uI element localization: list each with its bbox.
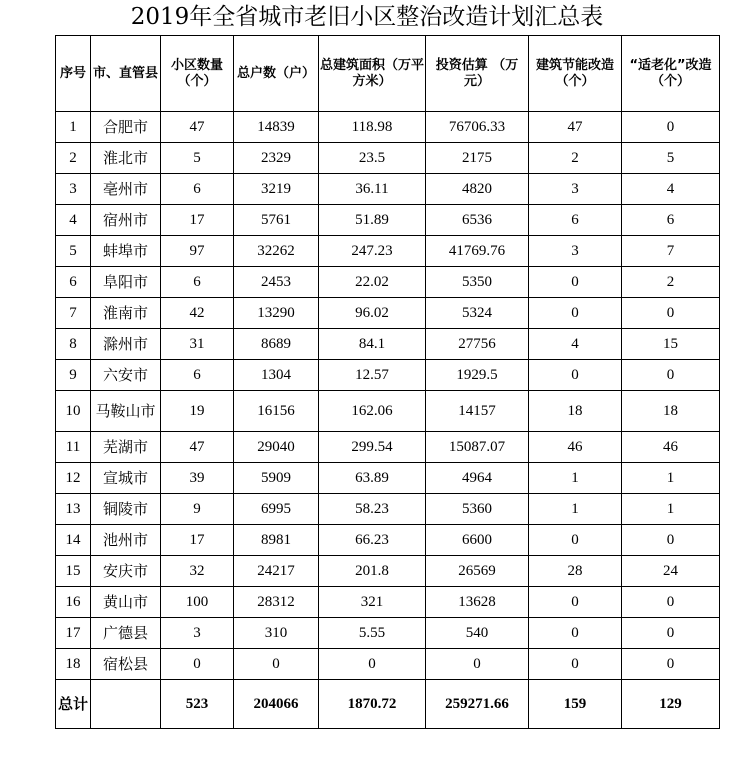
- cell-invest: 41769.76: [426, 236, 529, 267]
- cell-energy: 0: [529, 587, 622, 618]
- header-aging: “适老化”改造（个）: [622, 36, 720, 112]
- cell-energy: 6: [529, 205, 622, 236]
- cell-energy: 46: [529, 432, 622, 463]
- cell-aging: 4: [622, 174, 720, 205]
- cell-energy: 47: [529, 112, 622, 143]
- total-aging: 129: [622, 680, 720, 729]
- cell-invest: 4820: [426, 174, 529, 205]
- cell-no: 13: [56, 494, 91, 525]
- header-row: [56, 36, 720, 112]
- cell-energy: 1: [529, 463, 622, 494]
- total-city: [91, 680, 161, 729]
- cell-aging: 5: [622, 143, 720, 174]
- table-row: [56, 494, 720, 525]
- table-row: [56, 236, 720, 267]
- cell-aging: 15: [622, 329, 720, 360]
- cell-count: 31: [161, 329, 234, 360]
- cell-count: 42: [161, 298, 234, 329]
- cell-aging: 0: [622, 587, 720, 618]
- cell-no: 14: [56, 525, 91, 556]
- cell-no: 8: [56, 329, 91, 360]
- cell-households: 2329: [234, 143, 319, 174]
- cell-households: 29040: [234, 432, 319, 463]
- cell-energy: 1: [529, 494, 622, 525]
- cell-city: 蚌埠市: [91, 236, 161, 267]
- cell-city: 铜陵市: [91, 494, 161, 525]
- cell-no: 3: [56, 174, 91, 205]
- cell-area: 22.02: [319, 267, 426, 298]
- cell-count: 5: [161, 143, 234, 174]
- cell-area: 247.23: [319, 236, 426, 267]
- cell-energy: 0: [529, 525, 622, 556]
- cell-households: 5909: [234, 463, 319, 494]
- cell-energy: 0: [529, 360, 622, 391]
- cell-households: 32262: [234, 236, 319, 267]
- table-row: [56, 329, 720, 360]
- cell-city: 宿州市: [91, 205, 161, 236]
- cell-area: 299.54: [319, 432, 426, 463]
- cell-invest: 15087.07: [426, 432, 529, 463]
- cell-city: 马鞍山市: [91, 391, 161, 432]
- cell-no: 2: [56, 143, 91, 174]
- cell-energy: 2: [529, 143, 622, 174]
- cell-aging: 0: [622, 360, 720, 391]
- cell-area: 84.1: [319, 329, 426, 360]
- cell-aging: 46: [622, 432, 720, 463]
- cell-area: 321: [319, 587, 426, 618]
- cell-no: 1: [56, 112, 91, 143]
- total-area: 1870.72: [319, 680, 426, 729]
- cell-city: 宣城市: [91, 463, 161, 494]
- cell-energy: 28: [529, 556, 622, 587]
- total-label: 总计: [56, 680, 91, 729]
- cell-households: 28312: [234, 587, 319, 618]
- cell-area: 51.89: [319, 205, 426, 236]
- cell-count: 19: [161, 391, 234, 432]
- cell-count: 32: [161, 556, 234, 587]
- cell-count: 6: [161, 360, 234, 391]
- total-invest: 259271.66: [426, 680, 529, 729]
- table-row: [56, 205, 720, 236]
- cell-invest: 5350: [426, 267, 529, 298]
- cell-aging: 0: [622, 112, 720, 143]
- cell-aging: 2: [622, 267, 720, 298]
- cell-households: 2453: [234, 267, 319, 298]
- cell-aging: 0: [622, 525, 720, 556]
- cell-area: 5.55: [319, 618, 426, 649]
- cell-aging: 18: [622, 391, 720, 432]
- cell-area: 96.02: [319, 298, 426, 329]
- cell-households: 24217: [234, 556, 319, 587]
- cell-invest: 26569: [426, 556, 529, 587]
- cell-city: 六安市: [91, 360, 161, 391]
- header-city: 市、直管县: [91, 36, 161, 112]
- cell-invest: 76706.33: [426, 112, 529, 143]
- cell-count: 6: [161, 267, 234, 298]
- cell-count: 17: [161, 525, 234, 556]
- cell-count: 47: [161, 112, 234, 143]
- cell-no: 7: [56, 298, 91, 329]
- cell-energy: 4: [529, 329, 622, 360]
- cell-area: 63.89: [319, 463, 426, 494]
- cell-households: 8689: [234, 329, 319, 360]
- cell-invest: 2175: [426, 143, 529, 174]
- table-row: [56, 174, 720, 205]
- cell-no: 10: [56, 391, 91, 432]
- table-row: [56, 143, 720, 174]
- cell-no: 9: [56, 360, 91, 391]
- cell-households: 310: [234, 618, 319, 649]
- cell-count: 17: [161, 205, 234, 236]
- cell-aging: 1: [622, 494, 720, 525]
- cell-area: 36.11: [319, 174, 426, 205]
- cell-households: 13290: [234, 298, 319, 329]
- cell-area: 12.57: [319, 360, 426, 391]
- cell-invest: 13628: [426, 587, 529, 618]
- cell-city: 广德县: [91, 618, 161, 649]
- cell-count: 39: [161, 463, 234, 494]
- summary-table: [55, 35, 720, 729]
- cell-no: 12: [56, 463, 91, 494]
- cell-households: 8981: [234, 525, 319, 556]
- table-row: [56, 298, 720, 329]
- cell-energy: 0: [529, 267, 622, 298]
- cell-invest: 6600: [426, 525, 529, 556]
- cell-count: 100: [161, 587, 234, 618]
- cell-households: 6995: [234, 494, 319, 525]
- cell-city: 宿松县: [91, 649, 161, 680]
- cell-invest: 5324: [426, 298, 529, 329]
- cell-aging: 6: [622, 205, 720, 236]
- header-area: 总建筑面积（万平方米）: [319, 36, 426, 112]
- cell-no: 18: [56, 649, 91, 680]
- cell-city: 芜湖市: [91, 432, 161, 463]
- page-title: 2019年全省城市老旧小区整治改造计划汇总表: [130, 4, 604, 30]
- cell-no: 4: [56, 205, 91, 236]
- cell-households: 3219: [234, 174, 319, 205]
- cell-households: 5761: [234, 205, 319, 236]
- cell-area: 162.06: [319, 391, 426, 432]
- table-row: [56, 649, 720, 680]
- cell-city: 合肥市: [91, 112, 161, 143]
- cell-invest: 5360: [426, 494, 529, 525]
- table-row: [56, 432, 720, 463]
- cell-city: 淮南市: [91, 298, 161, 329]
- cell-city: 池州市: [91, 525, 161, 556]
- cell-no: 17: [56, 618, 91, 649]
- table-row: [56, 112, 720, 143]
- total-count: 523: [161, 680, 234, 729]
- cell-no: 6: [56, 267, 91, 298]
- cell-invest: 4964: [426, 463, 529, 494]
- cell-aging: 0: [622, 618, 720, 649]
- cell-no: 15: [56, 556, 91, 587]
- table-row: [56, 618, 720, 649]
- cell-city: 黄山市: [91, 587, 161, 618]
- cell-no: 11: [56, 432, 91, 463]
- table-row: [56, 391, 720, 432]
- cell-energy: 3: [529, 174, 622, 205]
- total-energy: 159: [529, 680, 622, 729]
- cell-aging: 7: [622, 236, 720, 267]
- header-count: 小区数量（个）: [161, 36, 234, 112]
- cell-households: 1304: [234, 360, 319, 391]
- cell-no: 5: [56, 236, 91, 267]
- cell-count: 6: [161, 174, 234, 205]
- cell-energy: 0: [529, 649, 622, 680]
- cell-aging: 1: [622, 463, 720, 494]
- cell-invest: 1929.5: [426, 360, 529, 391]
- header-energy: 建筑节能改造（个）: [529, 36, 622, 112]
- cell-households: 0: [234, 649, 319, 680]
- table-row: [56, 360, 720, 391]
- cell-city: 安庆市: [91, 556, 161, 587]
- cell-city: 亳州市: [91, 174, 161, 205]
- cell-count: 3: [161, 618, 234, 649]
- cell-area: 66.23: [319, 525, 426, 556]
- cell-invest: 540: [426, 618, 529, 649]
- cell-area: 0: [319, 649, 426, 680]
- header-no: 序号: [56, 36, 91, 112]
- cell-energy: 0: [529, 298, 622, 329]
- cell-count: 0: [161, 649, 234, 680]
- header-households: 总户数（户）: [234, 36, 319, 112]
- cell-no: 16: [56, 587, 91, 618]
- cell-households: 14839: [234, 112, 319, 143]
- cell-invest: 27756: [426, 329, 529, 360]
- cell-count: 97: [161, 236, 234, 267]
- total-households: 204066: [234, 680, 319, 729]
- cell-city: 淮北市: [91, 143, 161, 174]
- cell-city: 阜阳市: [91, 267, 161, 298]
- cell-invest: 0: [426, 649, 529, 680]
- cell-aging: 24: [622, 556, 720, 587]
- cell-count: 9: [161, 494, 234, 525]
- cell-count: 47: [161, 432, 234, 463]
- table-row: [56, 525, 720, 556]
- cell-aging: 0: [622, 649, 720, 680]
- cell-households: 16156: [234, 391, 319, 432]
- header-invest: 投资估算 （万元）: [426, 36, 529, 112]
- cell-area: 23.5: [319, 143, 426, 174]
- cell-invest: 6536: [426, 205, 529, 236]
- table-row: [56, 267, 720, 298]
- cell-city: 滁州市: [91, 329, 161, 360]
- cell-area: 118.98: [319, 112, 426, 143]
- cell-energy: 18: [529, 391, 622, 432]
- table-row: [56, 463, 720, 494]
- cell-energy: 3: [529, 236, 622, 267]
- table-row: [56, 587, 720, 618]
- cell-energy: 0: [529, 618, 622, 649]
- cell-area: 58.23: [319, 494, 426, 525]
- total-row: [56, 680, 720, 729]
- cell-invest: 14157: [426, 391, 529, 432]
- cell-area: 201.8: [319, 556, 426, 587]
- cell-aging: 0: [622, 298, 720, 329]
- table-row: [56, 556, 720, 587]
